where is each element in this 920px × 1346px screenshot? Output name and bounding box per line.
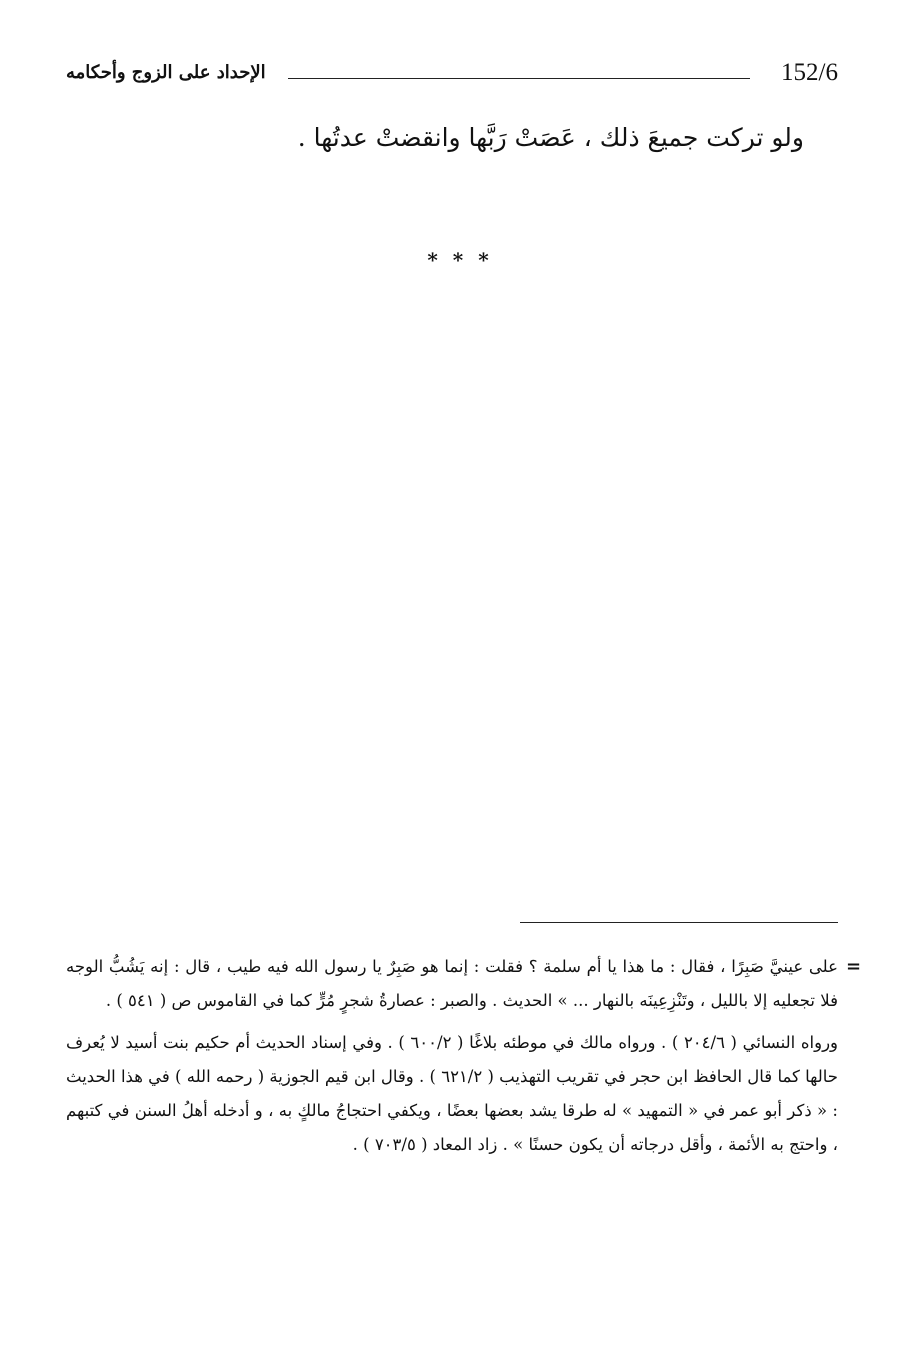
footnotes <box>66 950 838 1162</box>
footnote-paragraph: ورواه النسائي ( ٢٠٤/٦ ) . ورواه مالك في موطئه بلاغًا ( ٦٠٠/٢ ) . وفي إسناد الحديث أم حكيم بنت أسيد لا يُعرف حالها كما قال الحافظ ابن حجر في تقريب التهذيب ( ٦٢١/٢ ) . وقال ابن قيم الجوزية ( رحمه الله ) في هذا الحديث : « ذكر أبو عمر في « التمهيد » له طرقا يشد بعضها بعضًا ، ويكفي احتجاجُ مالكٍ به ، و أدخله أهلُ السنن في كتبهم ، واحتج به الأئمة ، وأقل درجاته أن يكون حسنًا » . زاد المعاد ( ٧٠٣/٥ ) . <box>66 1033 839 1154</box>
main-text: ولو تركت جميعَ ذلك ، عَصَتْ رَبَّها وانقضتْ عدتُها . <box>297 123 804 152</box>
page-number: 152/6 <box>781 59 838 86</box>
section-separator: * * * <box>427 248 493 272</box>
running-title: الإحداد على الزوج وأحكامه <box>66 62 266 83</box>
footnote-continuation-mark: = <box>846 956 862 977</box>
header-rule <box>288 78 750 79</box>
page-header <box>66 58 838 92</box>
footnote-rule <box>520 922 838 923</box>
footnote-paragraph: على عينيَّ صَبِرًا ، فقال : ما هذا يا أم سلمة ؟ فقلت : إنما هو صَبِرٌ يا رسول الله فيه طيب ، قال : إنه يَشُبُّ الوجه فلا تجعليه إلا بالليل ، وتَنْزِعِينَه بالنهار ... » الحديث . والصبر : عصارةُ شجرٍ مُرٍّ كما في القاموس ص ( ٥٤١ ) . <box>66 957 838 1010</box>
